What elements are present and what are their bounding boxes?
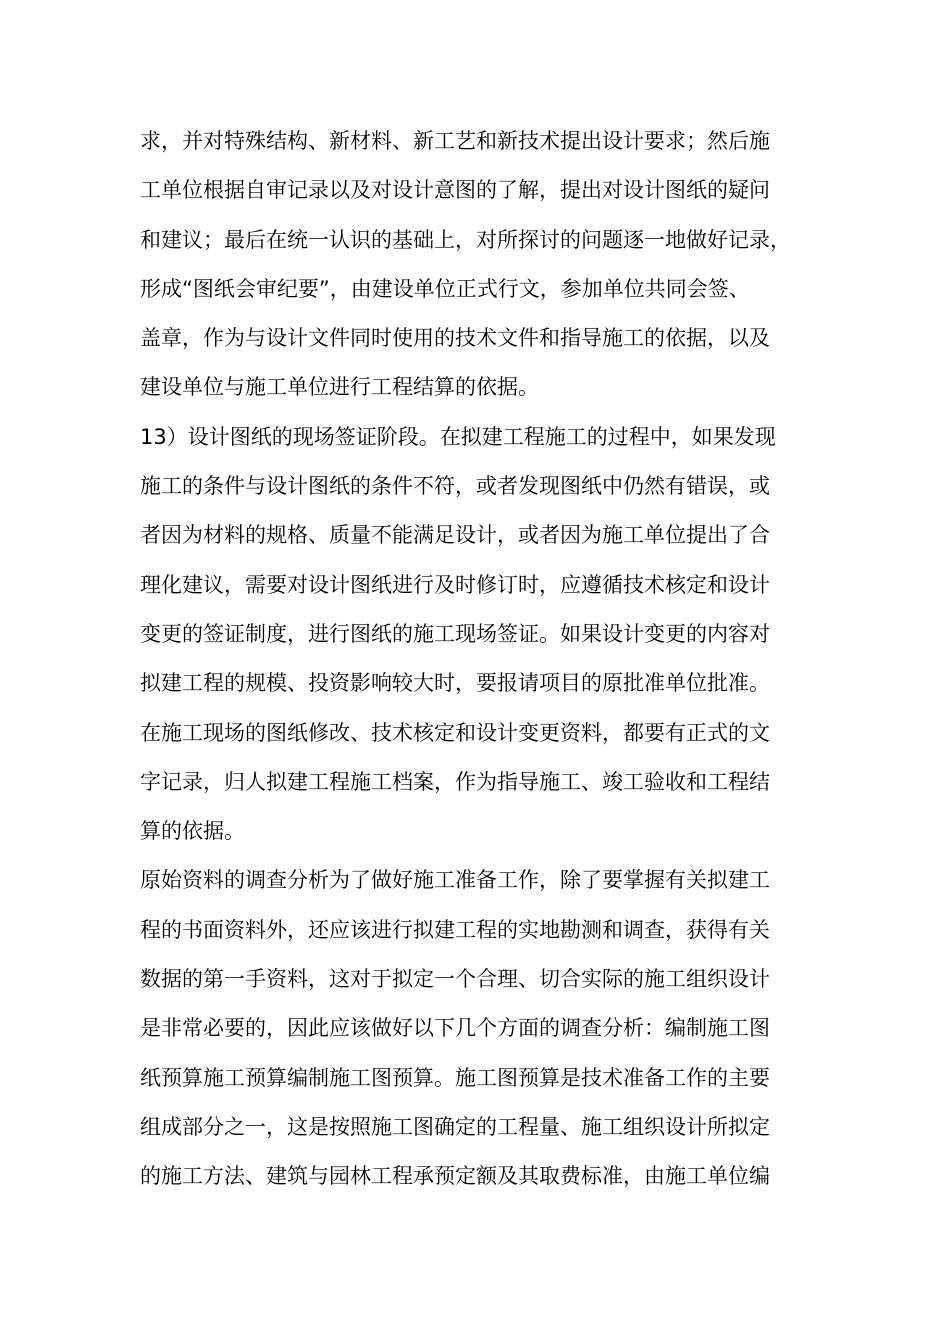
text-line: 纸预算施工预算编制施工图预算。施工图预算是技术准备工作的主要 <box>140 1065 770 1090</box>
text-line: 原始资料的调查分析为了做好施工准备工作，除了要掌握有关拟建工 <box>140 868 770 893</box>
text-line: 工单位根据自审记录以及对设计意图的了解，提出对设计图纸的疑问 <box>140 178 770 203</box>
text-line: 理化建议，需要对设计图纸进行及时修订时，应遵循技术核定和设计 <box>140 572 770 597</box>
text-line: 组成部分之一，这是按照施工图确定的工程量、施工组织设计所拟定 <box>140 1114 770 1139</box>
text-line: 者因为材料的规格、质量不能满足设计，或者因为施工单位提出了合 <box>140 523 770 548</box>
text-line: 变更的签证制度，进行图纸的施工现场签证。如果设计变更的内容对 <box>140 621 770 646</box>
text-line: 盖章，作为与设计文件同时使用的技术文件和指导施工的依据，以及 <box>140 326 770 351</box>
text-line: 算的依据。 <box>140 819 245 844</box>
text-line: 在施工现场的图纸修改、技术核定和设计变更资料，都要有正式的文 <box>140 720 770 745</box>
text-line: 数据的第一手资料，这对于拟定一个合理、切合实际的施工组织设计 <box>140 967 770 992</box>
text-line: 程的书面资料外，还应该进行拟建工程的实地勘测和调查，获得有关 <box>140 917 770 942</box>
text-line: 拟建工程的规模、投资影响较大时，要报请项目的原批准单位批准。 <box>140 671 770 696</box>
text-line: 建设单位与施工单位进行工程结算的依据。 <box>140 375 539 400</box>
text-line: 的施工方法、建筑与园林工程承预定额及其取费标准，由施工单位编 <box>140 1164 770 1189</box>
text-line: 字记录，归人拟建工程施工档案，作为指导施工、竣工验收和工程结 <box>140 769 770 794</box>
text-line: 形成“图纸会审纪要”，由建设单位正式行文，参加单位共同会签、 <box>140 276 750 301</box>
body-text <box>140 117 830 1202</box>
text-line: 13）设计图纸的现场签证阶段。在拟建工程施工的过程中，如果发现 <box>140 424 776 449</box>
text-line: 施工的条件与设计图纸的条件不符，或者发现图纸中仍然有错误，或 <box>140 474 770 499</box>
text-line: 和建议；最后在统一认识的基础上，对所探讨的问题逐一地做好记录， <box>140 227 791 252</box>
text-line: 求，并对特殊结构、新材料、新工艺和新技术提出设计要求；然后施 <box>140 129 770 153</box>
text-line: 是非常必要的，因此应该做好以下几个方面的调查分析：编制施工图 <box>140 1016 770 1041</box>
